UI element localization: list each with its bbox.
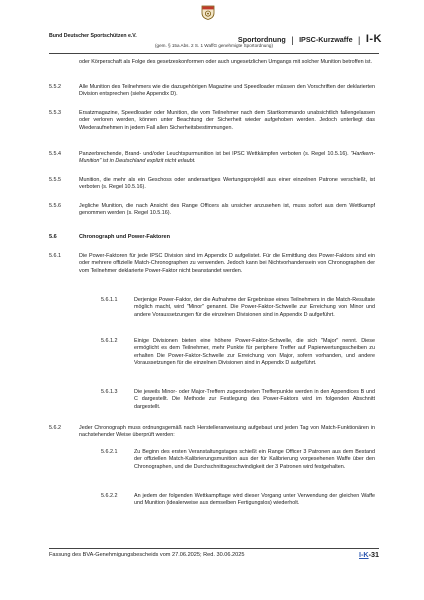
item-number: 5.5.4 bbox=[49, 151, 61, 157]
title-separator: | bbox=[291, 35, 294, 45]
subitem-number: 5.6.1.2 bbox=[101, 338, 118, 344]
item-number: 5.5.5 bbox=[49, 177, 61, 183]
item-text: Ersatzmagazine, Speedloader oder Munition, die vom Teilnehmer nach dem Startkommando unabsichtlich fallengelassen oder verloren werden, können unter Beachtung der Sicherheit wieder aufgehoben werden. Jedoch unterliegt das Wiederaufnehmen in jedem Fall allen Sicherheitsbestimmungen. bbox=[79, 110, 375, 131]
title-discipline: IPSC-Kurzwaffe bbox=[299, 35, 353, 44]
page-header bbox=[49, 0, 382, 52]
intro-paragraph: oder Körperschaft als Folge des gesetzeskonformen oder auch ungesetzlichen Umgangs mit solcher Munition betroffen ist. bbox=[79, 59, 372, 65]
item-text: Alle Munition des Teilnehmers wie die dazugehörigen Magazine und Speedloader müssen den Vorschriften der deklarierten Division entsprechen (siehe Appendix D). bbox=[79, 84, 375, 98]
bds-logo-icon bbox=[201, 5, 215, 20]
title-code: I-K bbox=[365, 33, 382, 45]
item-number: 5.5.2 bbox=[49, 84, 61, 90]
page-number-separator: - bbox=[368, 550, 371, 559]
subitem-number: 5.6.2.1 bbox=[101, 449, 118, 455]
footer-divider bbox=[49, 548, 379, 549]
item-text: Jegliche Munition, die nach Ansicht des Range Officers als unsicher anzusehen ist, muss sofort aus dem Wettkampf genommen werden (s. Regel 10.5.16). bbox=[79, 203, 375, 217]
item-text: Die Power-Faktoren für jede IPSC Division sind im Appendix D aufgelistet. Für die Ermittlung des Power-Faktors sind ein oder mehrere offizielle Match-Chronographen zu verwenden. Jedoch kann bei Nichtvorhandensein von Chronographen der vom Teilnehmer deklarierte Power-Faktor nicht beanstandet werden. bbox=[79, 253, 375, 274]
footer-version: Fassung des BVA-Genehmigungsbescheids vom 27.06.2025; Red. 30.06.2025 bbox=[49, 552, 245, 558]
page-code-link[interactable]: I-K bbox=[359, 550, 369, 559]
item-text bbox=[79, 151, 375, 166]
subitem-text: Derjenige Power-Faktor, der die Aufnahme der Ergebnisse eines Teilnehmers in die Match-Resultate möglich macht, wird "Minor" genannt. Die Power-Faktor-Schwelle zur Erreichung von Minor und andere Voraussetzungen für die einzelnen Divisionen sind in Appendix D aufgeführt. bbox=[134, 297, 375, 318]
approval-note: (gem. § 15a Abs. 2 S. 1 WaffG genehmigte Sportordnung) bbox=[155, 43, 273, 48]
title-sportordnung: Sportordnung bbox=[237, 35, 286, 44]
item-number: 5.6.1 bbox=[49, 253, 61, 259]
item-number: 5.5.3 bbox=[49, 110, 61, 116]
item-text-italic: "Hartkern-Munition" ist in Deutschland explizit nicht erlaubt. bbox=[79, 151, 375, 165]
item-text: Jeder Chronograph muss ordnungsgemäß nach Herstelleranweisung aufgebaut und jeden Tag von Match-Funktionären in nachstehender Weise überprüft werden: bbox=[79, 425, 375, 439]
item-text-main: Panzerbrechende, Brand- und/oder Leuchtspurmunition ist bei IPSC Wettkämpfen verboten (s. Regel 10.5.16). bbox=[79, 151, 349, 157]
subitem-number: 5.6.1.3 bbox=[101, 389, 118, 395]
item-number: 5.6.2 bbox=[49, 425, 61, 431]
subitem-text: Die jeweils Minor- oder Major-Treffern zugeordneten Trefferpunkte werden in den Appendices B und C dargestellt. Die Methode zur Festlegung des Power-Faktors wird im folgenden Abschnitt dargestellt. bbox=[134, 389, 375, 410]
title-separator-2: | bbox=[358, 35, 361, 45]
organization-name: Bund Deutscher Sportschützen e.V. bbox=[49, 33, 137, 39]
section-title: Chronograph und Power-Faktoren bbox=[79, 234, 171, 240]
page-number-value: 31 bbox=[371, 550, 379, 559]
subitem-text: An jedem der folgenden Wettkampftage wird dieser Vorgang unter Verwendung der gleichen Waffe und Munition (idealerweise aus demselben Fertigungslos) wiederholt. bbox=[134, 493, 375, 507]
item-number: 5.5.6 bbox=[49, 203, 61, 209]
subitem-number: 5.6.2.2 bbox=[101, 493, 118, 499]
subitem-number: 5.6.1.1 bbox=[101, 297, 118, 303]
header-divider bbox=[49, 53, 379, 54]
page-number bbox=[359, 550, 379, 559]
item-text: Munition, die mehr als ein Geschoss oder andersartiges Wertungsprojektil aus einer einzelnen Patrone verschießt, ist verboten (s. Regel 10.5.16). bbox=[79, 177, 375, 191]
subitem-text: Einige Divisionen bieten eine höhere Power-Faktor-Schwelle, die sich "Major" nennt. Diese ermöglicht es dem Teilnehmer, mehr Punkte für periphere Treffer auf Papierwertungsscheiben zu erhalten Die Power-Faktor-Schwelle zur Erreichung von Major, sofern vorhanden, und andere Voraussetzungen für die einzelnen Divisionen sind in Appendix D aufgeführt. bbox=[134, 338, 375, 367]
subitem-text: Zu Beginn des ersten Veranstaltungstages schießt ein Range Officer 3 Patronen aus dem Bestand der offiziellen Match-Kalibrierungsmunition aus der für Kalibrierung vorgesehenen Waffe über den Chronographen, und die Durchschnittsgeschwindigkeit der 3 Patronen wird festgehalten. bbox=[134, 449, 375, 470]
section-number: 5.6 bbox=[49, 234, 57, 240]
